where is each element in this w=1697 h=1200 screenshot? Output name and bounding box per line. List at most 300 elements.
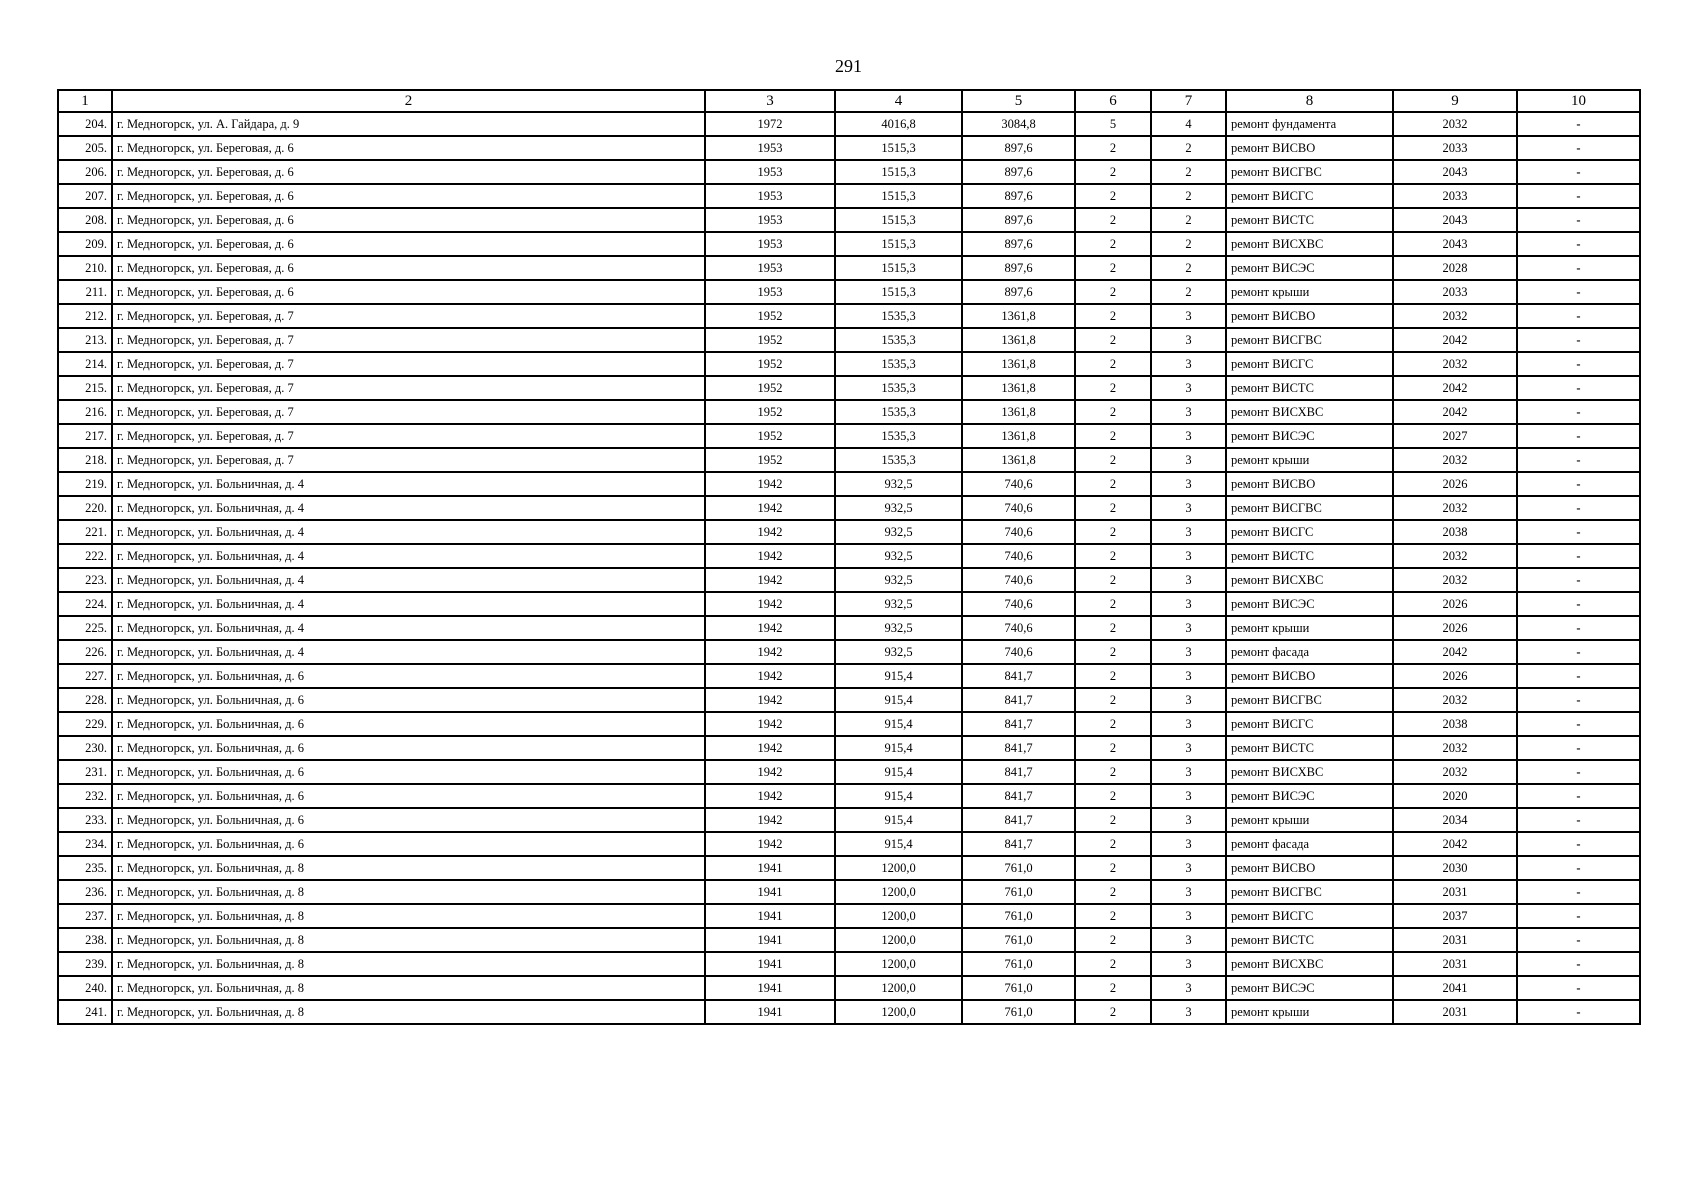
entrances-cell: 2 xyxy=(1151,208,1226,232)
living-area-cell: 761,0 xyxy=(962,1000,1075,1024)
living-area-cell: 761,0 xyxy=(962,904,1075,928)
floors-cell: 2 xyxy=(1075,448,1151,472)
row-number: 237. xyxy=(58,904,112,928)
row-number: 234. xyxy=(58,832,112,856)
address-cell: г. Медногорск, ул. Больничная, д. 8 xyxy=(112,952,705,976)
entrances-cell: 3 xyxy=(1151,496,1226,520)
planned-year-cell: 2042 xyxy=(1393,640,1517,664)
address-cell: г. Медногорск, ул. Береговая, д. 7 xyxy=(112,352,705,376)
floors-cell: 2 xyxy=(1075,808,1151,832)
year-cell: 1952 xyxy=(705,376,835,400)
column-header: 5 xyxy=(962,90,1075,112)
floors-cell: 2 xyxy=(1075,568,1151,592)
table-row xyxy=(58,1000,1640,1024)
work-type-cell: ремонт ВИСГВС xyxy=(1226,688,1393,712)
work-type-cell: ремонт ВИСГС xyxy=(1226,520,1393,544)
table-row xyxy=(58,784,1640,808)
table-row xyxy=(58,232,1640,256)
note-cell: - xyxy=(1517,688,1640,712)
address-cell: г. Медногорск, ул. Больничная, д. 4 xyxy=(112,472,705,496)
work-type-cell: ремонт ВИСВО xyxy=(1226,304,1393,328)
living-area-cell: 761,0 xyxy=(962,880,1075,904)
planned-year-cell: 2033 xyxy=(1393,184,1517,208)
work-type-cell: ремонт ВИСТС xyxy=(1226,544,1393,568)
entrances-cell: 3 xyxy=(1151,520,1226,544)
planned-year-cell: 2033 xyxy=(1393,136,1517,160)
planned-year-cell: 2032 xyxy=(1393,544,1517,568)
planned-year-cell: 2042 xyxy=(1393,400,1517,424)
living-area-cell: 740,6 xyxy=(962,568,1075,592)
entrances-cell: 3 xyxy=(1151,976,1226,1000)
planned-year-cell: 2034 xyxy=(1393,808,1517,832)
address-cell: г. Медногорск, ул. Больничная, д. 4 xyxy=(112,520,705,544)
living-area-cell: 740,6 xyxy=(962,592,1075,616)
row-number: 219. xyxy=(58,472,112,496)
total-area-cell: 932,5 xyxy=(835,544,962,568)
year-cell: 1952 xyxy=(705,424,835,448)
work-type-cell: ремонт ВИСЭС xyxy=(1226,256,1393,280)
note-cell: - xyxy=(1517,736,1640,760)
living-area-cell: 740,6 xyxy=(962,472,1075,496)
living-area-cell: 897,6 xyxy=(962,232,1075,256)
address-cell: г. Медногорск, ул. Больничная, д. 8 xyxy=(112,1000,705,1024)
entrances-cell: 4 xyxy=(1151,112,1226,136)
year-cell: 1942 xyxy=(705,808,835,832)
floors-cell: 2 xyxy=(1075,856,1151,880)
living-area-cell: 897,6 xyxy=(962,280,1075,304)
table-row xyxy=(58,904,1640,928)
year-cell: 1953 xyxy=(705,232,835,256)
living-area-cell: 761,0 xyxy=(962,856,1075,880)
note-cell: - xyxy=(1517,304,1640,328)
entrances-cell: 3 xyxy=(1151,592,1226,616)
total-area-cell: 1200,0 xyxy=(835,904,962,928)
address-cell: г. Медногорск, ул. Больничная, д. 4 xyxy=(112,496,705,520)
note-cell: - xyxy=(1517,280,1640,304)
note-cell: - xyxy=(1517,592,1640,616)
table-row xyxy=(58,160,1640,184)
floors-cell: 2 xyxy=(1075,904,1151,928)
row-number: 206. xyxy=(58,160,112,184)
year-cell: 1942 xyxy=(705,712,835,736)
address-cell: г. Медногорск, ул. Больничная, д. 6 xyxy=(112,664,705,688)
floors-cell: 2 xyxy=(1075,688,1151,712)
note-cell: - xyxy=(1517,664,1640,688)
floors-cell: 2 xyxy=(1075,664,1151,688)
address-cell: г. Медногорск, ул. Больничная, д. 6 xyxy=(112,784,705,808)
row-number: 210. xyxy=(58,256,112,280)
year-cell: 1942 xyxy=(705,520,835,544)
planned-year-cell: 2032 xyxy=(1393,352,1517,376)
note-cell: - xyxy=(1517,640,1640,664)
row-number: 235. xyxy=(58,856,112,880)
entrances-cell: 3 xyxy=(1151,376,1226,400)
address-cell: г. Медногорск, ул. Береговая, д. 6 xyxy=(112,280,705,304)
address-cell: г. Медногорск, ул. Больничная, д. 6 xyxy=(112,736,705,760)
entrances-cell: 3 xyxy=(1151,856,1226,880)
floors-cell: 2 xyxy=(1075,400,1151,424)
total-area-cell: 1515,3 xyxy=(835,232,962,256)
note-cell: - xyxy=(1517,952,1640,976)
row-number: 211. xyxy=(58,280,112,304)
table-row xyxy=(58,592,1640,616)
work-type-cell: ремонт ВИСГС xyxy=(1226,352,1393,376)
work-type-cell: ремонт ВИСТС xyxy=(1226,736,1393,760)
note-cell: - xyxy=(1517,376,1640,400)
table-row xyxy=(58,640,1640,664)
table-row xyxy=(58,736,1640,760)
table-row xyxy=(58,544,1640,568)
entrances-cell: 3 xyxy=(1151,400,1226,424)
row-number: 205. xyxy=(58,136,112,160)
note-cell: - xyxy=(1517,1000,1640,1024)
year-cell: 1952 xyxy=(705,352,835,376)
floors-cell: 2 xyxy=(1075,256,1151,280)
table-row xyxy=(58,472,1640,496)
planned-year-cell: 2031 xyxy=(1393,1000,1517,1024)
entrances-cell: 3 xyxy=(1151,544,1226,568)
work-type-cell: ремонт ВИСТС xyxy=(1226,376,1393,400)
table-row xyxy=(58,880,1640,904)
planned-year-cell: 2032 xyxy=(1393,760,1517,784)
entrances-cell: 3 xyxy=(1151,1000,1226,1024)
year-cell: 1942 xyxy=(705,640,835,664)
row-number: 221. xyxy=(58,520,112,544)
address-cell: г. Медногорск, ул. Больничная, д. 4 xyxy=(112,568,705,592)
table-row xyxy=(58,952,1640,976)
note-cell: - xyxy=(1517,544,1640,568)
table-row xyxy=(58,976,1640,1000)
planned-year-cell: 2032 xyxy=(1393,448,1517,472)
address-cell: г. Медногорск, ул. Береговая, д. 6 xyxy=(112,208,705,232)
planned-year-cell: 2038 xyxy=(1393,712,1517,736)
row-number: 238. xyxy=(58,928,112,952)
entrances-cell: 3 xyxy=(1151,760,1226,784)
total-area-cell: 1535,3 xyxy=(835,376,962,400)
column-header: 4 xyxy=(835,90,962,112)
entrances-cell: 3 xyxy=(1151,832,1226,856)
year-cell: 1941 xyxy=(705,1000,835,1024)
table-row xyxy=(58,256,1640,280)
planned-year-cell: 2032 xyxy=(1393,304,1517,328)
work-type-cell: ремонт ВИСВО xyxy=(1226,472,1393,496)
note-cell: - xyxy=(1517,808,1640,832)
table-row xyxy=(58,856,1640,880)
entrances-cell: 3 xyxy=(1151,712,1226,736)
planned-year-cell: 2032 xyxy=(1393,568,1517,592)
living-area-cell: 841,7 xyxy=(962,808,1075,832)
note-cell: - xyxy=(1517,856,1640,880)
living-area-cell: 740,6 xyxy=(962,640,1075,664)
column-header: 1 xyxy=(58,90,112,112)
living-area-cell: 1361,8 xyxy=(962,304,1075,328)
floors-cell: 2 xyxy=(1075,784,1151,808)
address-cell: г. Медногорск, ул. Больничная, д. 4 xyxy=(112,592,705,616)
total-area-cell: 915,4 xyxy=(835,736,962,760)
address-cell: г. Медногорск, ул. Больничная, д. 6 xyxy=(112,808,705,832)
total-area-cell: 932,5 xyxy=(835,472,962,496)
total-area-cell: 1535,3 xyxy=(835,328,962,352)
column-header: 9 xyxy=(1393,90,1517,112)
living-area-cell: 897,6 xyxy=(962,208,1075,232)
work-type-cell: ремонт ВИСХВС xyxy=(1226,760,1393,784)
table-row xyxy=(58,568,1640,592)
note-cell: - xyxy=(1517,928,1640,952)
planned-year-cell: 2020 xyxy=(1393,784,1517,808)
work-type-cell: ремонт ВИСТС xyxy=(1226,928,1393,952)
floors-cell: 2 xyxy=(1075,232,1151,256)
year-cell: 1941 xyxy=(705,976,835,1000)
work-type-cell: ремонт крыши xyxy=(1226,448,1393,472)
living-area-cell: 897,6 xyxy=(962,136,1075,160)
note-cell: - xyxy=(1517,904,1640,928)
repair-schedule-table xyxy=(57,89,1641,1025)
year-cell: 1953 xyxy=(705,184,835,208)
floors-cell: 5 xyxy=(1075,112,1151,136)
planned-year-cell: 2027 xyxy=(1393,424,1517,448)
work-type-cell: ремонт ВИСВО xyxy=(1226,136,1393,160)
row-number: 209. xyxy=(58,232,112,256)
total-area-cell: 932,5 xyxy=(835,520,962,544)
note-cell: - xyxy=(1517,232,1640,256)
work-type-cell: ремонт ВИСХВС xyxy=(1226,400,1393,424)
entrances-cell: 2 xyxy=(1151,160,1226,184)
planned-year-cell: 2031 xyxy=(1393,928,1517,952)
year-cell: 1942 xyxy=(705,568,835,592)
living-area-cell: 3084,8 xyxy=(962,112,1075,136)
entrances-cell: 3 xyxy=(1151,304,1226,328)
work-type-cell: ремонт ВИСХВС xyxy=(1226,232,1393,256)
total-area-cell: 1200,0 xyxy=(835,1000,962,1024)
entrances-cell: 3 xyxy=(1151,952,1226,976)
living-area-cell: 1361,8 xyxy=(962,448,1075,472)
total-area-cell: 4016,8 xyxy=(835,112,962,136)
planned-year-cell: 2026 xyxy=(1393,616,1517,640)
floors-cell: 2 xyxy=(1075,760,1151,784)
row-number: 222. xyxy=(58,544,112,568)
row-number: 224. xyxy=(58,592,112,616)
total-area-cell: 915,4 xyxy=(835,832,962,856)
living-area-cell: 740,6 xyxy=(962,496,1075,520)
address-cell: г. Медногорск, ул. А. Гайдара, д. 9 xyxy=(112,112,705,136)
planned-year-cell: 2042 xyxy=(1393,832,1517,856)
note-cell: - xyxy=(1517,496,1640,520)
total-area-cell: 1200,0 xyxy=(835,976,962,1000)
work-type-cell: ремонт фасада xyxy=(1226,640,1393,664)
floors-cell: 2 xyxy=(1075,304,1151,328)
entrances-cell: 2 xyxy=(1151,256,1226,280)
floors-cell: 2 xyxy=(1075,952,1151,976)
floors-cell: 2 xyxy=(1075,160,1151,184)
living-area-cell: 1361,8 xyxy=(962,424,1075,448)
floors-cell: 2 xyxy=(1075,544,1151,568)
planned-year-cell: 2042 xyxy=(1393,376,1517,400)
work-type-cell: ремонт ВИСГВС xyxy=(1226,496,1393,520)
total-area-cell: 915,4 xyxy=(835,784,962,808)
work-type-cell: ремонт крыши xyxy=(1226,616,1393,640)
living-area-cell: 841,7 xyxy=(962,688,1075,712)
note-cell: - xyxy=(1517,880,1640,904)
living-area-cell: 841,7 xyxy=(962,832,1075,856)
entrances-cell: 2 xyxy=(1151,232,1226,256)
planned-year-cell: 2026 xyxy=(1393,472,1517,496)
table-row xyxy=(58,208,1640,232)
row-number: 236. xyxy=(58,880,112,904)
year-cell: 1953 xyxy=(705,208,835,232)
living-area-cell: 841,7 xyxy=(962,784,1075,808)
year-cell: 1942 xyxy=(705,784,835,808)
note-cell: - xyxy=(1517,328,1640,352)
table-row xyxy=(58,136,1640,160)
note-cell: - xyxy=(1517,256,1640,280)
entrances-cell: 3 xyxy=(1151,904,1226,928)
column-header: 3 xyxy=(705,90,835,112)
total-area-cell: 1515,3 xyxy=(835,136,962,160)
total-area-cell: 1200,0 xyxy=(835,952,962,976)
column-header: 6 xyxy=(1075,90,1151,112)
table-row xyxy=(58,448,1640,472)
entrances-cell: 3 xyxy=(1151,352,1226,376)
row-number: 207. xyxy=(58,184,112,208)
column-header: 7 xyxy=(1151,90,1226,112)
floors-cell: 2 xyxy=(1075,616,1151,640)
planned-year-cell: 2043 xyxy=(1393,160,1517,184)
year-cell: 1942 xyxy=(705,592,835,616)
row-number: 230. xyxy=(58,736,112,760)
entrances-cell: 3 xyxy=(1151,664,1226,688)
planned-year-cell: 2038 xyxy=(1393,520,1517,544)
year-cell: 1942 xyxy=(705,664,835,688)
total-area-cell: 1535,3 xyxy=(835,352,962,376)
note-cell: - xyxy=(1517,112,1640,136)
table-row xyxy=(58,352,1640,376)
planned-year-cell: 2041 xyxy=(1393,976,1517,1000)
entrances-cell: 3 xyxy=(1151,640,1226,664)
total-area-cell: 1535,3 xyxy=(835,448,962,472)
note-cell: - xyxy=(1517,160,1640,184)
entrances-cell: 3 xyxy=(1151,568,1226,592)
living-area-cell: 761,0 xyxy=(962,952,1075,976)
address-cell: г. Медногорск, ул. Береговая, д. 6 xyxy=(112,160,705,184)
address-cell: г. Медногорск, ул. Больничная, д. 8 xyxy=(112,976,705,1000)
total-area-cell: 1535,3 xyxy=(835,400,962,424)
note-cell: - xyxy=(1517,424,1640,448)
table-row xyxy=(58,712,1640,736)
row-number: 217. xyxy=(58,424,112,448)
living-area-cell: 841,7 xyxy=(962,736,1075,760)
address-cell: г. Медногорск, ул. Береговая, д. 6 xyxy=(112,256,705,280)
planned-year-cell: 2042 xyxy=(1393,328,1517,352)
note-cell: - xyxy=(1517,208,1640,232)
planned-year-cell: 2032 xyxy=(1393,112,1517,136)
entrances-cell: 3 xyxy=(1151,472,1226,496)
address-cell: г. Медногорск, ул. Береговая, д. 6 xyxy=(112,232,705,256)
table-row xyxy=(58,664,1640,688)
table-row xyxy=(58,760,1640,784)
planned-year-cell: 2031 xyxy=(1393,952,1517,976)
entrances-cell: 3 xyxy=(1151,808,1226,832)
table-row xyxy=(58,928,1640,952)
total-area-cell: 1200,0 xyxy=(835,856,962,880)
living-area-cell: 897,6 xyxy=(962,160,1075,184)
year-cell: 1953 xyxy=(705,280,835,304)
floors-cell: 2 xyxy=(1075,640,1151,664)
entrances-cell: 3 xyxy=(1151,424,1226,448)
table-row xyxy=(58,400,1640,424)
floors-cell: 2 xyxy=(1075,880,1151,904)
floors-cell: 2 xyxy=(1075,472,1151,496)
work-type-cell: ремонт ВИСЭС xyxy=(1226,784,1393,808)
address-cell: г. Медногорск, ул. Больничная, д. 4 xyxy=(112,616,705,640)
year-cell: 1942 xyxy=(705,472,835,496)
floors-cell: 2 xyxy=(1075,976,1151,1000)
work-type-cell: ремонт ВИСГС xyxy=(1226,904,1393,928)
planned-year-cell: 2037 xyxy=(1393,904,1517,928)
table-row xyxy=(58,328,1640,352)
work-type-cell: ремонт ВИСГС xyxy=(1226,712,1393,736)
year-cell: 1941 xyxy=(705,928,835,952)
floors-cell: 2 xyxy=(1075,712,1151,736)
row-number: 240. xyxy=(58,976,112,1000)
page-number: 291 xyxy=(835,56,862,76)
total-area-cell: 932,5 xyxy=(835,640,962,664)
row-number: 225. xyxy=(58,616,112,640)
header-row xyxy=(58,90,1640,112)
address-cell: г. Медногорск, ул. Больничная, д. 4 xyxy=(112,640,705,664)
column-header: 2 xyxy=(112,90,705,112)
address-cell: г. Медногорск, ул. Больничная, д. 6 xyxy=(112,832,705,856)
work-type-cell: ремонт ВИСГВС xyxy=(1226,880,1393,904)
row-number: 212. xyxy=(58,304,112,328)
address-cell: г. Медногорск, ул. Больничная, д. 8 xyxy=(112,856,705,880)
row-number: 223. xyxy=(58,568,112,592)
year-cell: 1952 xyxy=(705,304,835,328)
work-type-cell: ремонт фасада xyxy=(1226,832,1393,856)
row-number: 216. xyxy=(58,400,112,424)
year-cell: 1942 xyxy=(705,688,835,712)
note-cell: - xyxy=(1517,352,1640,376)
total-area-cell: 915,4 xyxy=(835,688,962,712)
work-type-cell: ремонт фундамента xyxy=(1226,112,1393,136)
year-cell: 1941 xyxy=(705,904,835,928)
total-area-cell: 915,4 xyxy=(835,760,962,784)
entrances-cell: 3 xyxy=(1151,448,1226,472)
table-row xyxy=(58,616,1640,640)
living-area-cell: 841,7 xyxy=(962,712,1075,736)
floors-cell: 2 xyxy=(1075,376,1151,400)
address-cell: г. Медногорск, ул. Больничная, д. 6 xyxy=(112,760,705,784)
entrances-cell: 2 xyxy=(1151,280,1226,304)
total-area-cell: 1535,3 xyxy=(835,304,962,328)
entrances-cell: 3 xyxy=(1151,784,1226,808)
floors-cell: 2 xyxy=(1075,136,1151,160)
work-type-cell: ремонт ВИСВО xyxy=(1226,856,1393,880)
work-type-cell: ремонт ВИСГВС xyxy=(1226,328,1393,352)
work-type-cell: ремонт крыши xyxy=(1226,808,1393,832)
row-number: 214. xyxy=(58,352,112,376)
address-cell: г. Медногорск, ул. Береговая, д. 6 xyxy=(112,184,705,208)
row-number: 241. xyxy=(58,1000,112,1024)
work-type-cell: ремонт ВИСЭС xyxy=(1226,424,1393,448)
work-type-cell: ремонт ВИСЭС xyxy=(1226,592,1393,616)
row-number: 215. xyxy=(58,376,112,400)
living-area-cell: 761,0 xyxy=(962,928,1075,952)
row-number: 213. xyxy=(58,328,112,352)
address-cell: г. Медногорск, ул. Больничная, д. 6 xyxy=(112,688,705,712)
total-area-cell: 1200,0 xyxy=(835,928,962,952)
total-area-cell: 932,5 xyxy=(835,496,962,520)
address-cell: г. Медногорск, ул. Больничная, д. 6 xyxy=(112,712,705,736)
